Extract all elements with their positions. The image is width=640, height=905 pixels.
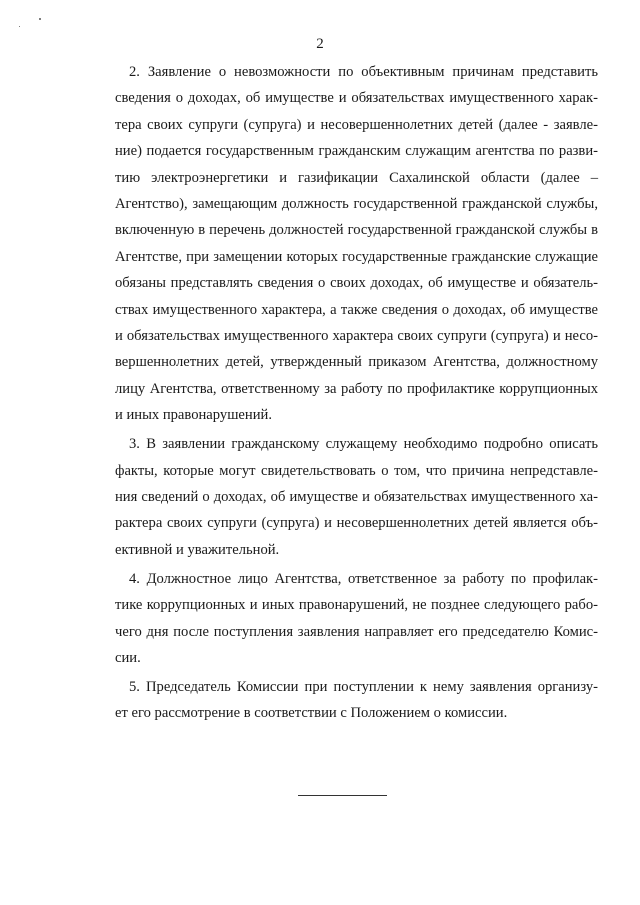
paragraph-line: Агентство), замещающим должность государственной гражданской службы, [115,196,598,213]
paragraph-line: ективной и уважительной. [115,541,280,558]
paragraph-line: 3. В заявлении гражданскому служащему необходимо подробно описать [129,436,598,453]
paragraph-line: обязаны представлять сведения о своих доходах, об имуществе и обязатель- [115,275,598,292]
paragraph-line: 2. Заявление о невозможности по объективным причинам представить [129,64,598,80]
paragraph-line: ния сведений о доходах, об имуществе и обязательствах имущественного ха- [115,489,598,505]
paragraph-line: факты, которые могут свидетельствовать о том, что причина непредставле- [115,462,598,479]
paragraph-line: и иных правонарушений. [115,407,272,424]
paragraph-p4 [115,566,598,672]
paragraph-line: лицу Агентства, ответственному за работу по профилактике коррупционных [115,380,598,397]
paragraph-line: 4. Должностное лицо Агентства, ответственное за работу по профилак- [129,570,598,587]
scan-speck [19,26,20,27]
paragraph-line: ет его рассмотрение в соответствии с Положением о комиссии. [115,705,508,722]
paragraph-line: чего дня после поступления заявления направляет его председателю Комис- [115,623,598,640]
paragraph-line: ние) подается государственным гражданским служащим агентства по разви- [115,143,598,160]
paragraph-line: сведения о доходах, об имуществе и обязательствах имущественного харак- [115,90,598,107]
paragraph-line: включенную в перечень должностей государственной гражданской службы в [115,222,598,239]
paragraph-line: тию электроэнергетики и газификации Сахалинской области (далее – [115,169,598,186]
paragraph-p5 [115,674,598,727]
paragraph-line: и обязательствах имущественного характера своих супруги (супруга) и несо- [115,328,598,345]
paragraph-line: вершеннолетних детей, утвержденный приказом Агентства, должностному [115,354,598,371]
scan-speck [39,18,41,20]
paragraph-line: 5. Председатель Комиссии при поступлении к нему заявления организу- [129,678,598,695]
paragraph-line: ствах имущественного характера, а также сведения о доходах, об имуществе [115,301,598,318]
paragraph-line: тике коррупционных и иных правонарушений, не позднее следующего рабо- [115,597,598,614]
paragraph-p2 [115,59,598,429]
document-body [115,59,598,727]
paragraph-line: сии. [115,649,141,666]
page-number: 2 [316,36,324,52]
end-divider-line [298,795,387,796]
paragraph-line: рактера своих супруги (супруга) и несовершеннолетних детей является объ- [115,515,598,532]
paragraph-line: Агентстве, при замещении которых государственные гражданские служащие [115,248,598,265]
paragraph-p3 [115,431,598,563]
paragraph-line: тера своих супруги (супруга) и несовершеннолетних детей (далее - заявле- [115,116,598,133]
